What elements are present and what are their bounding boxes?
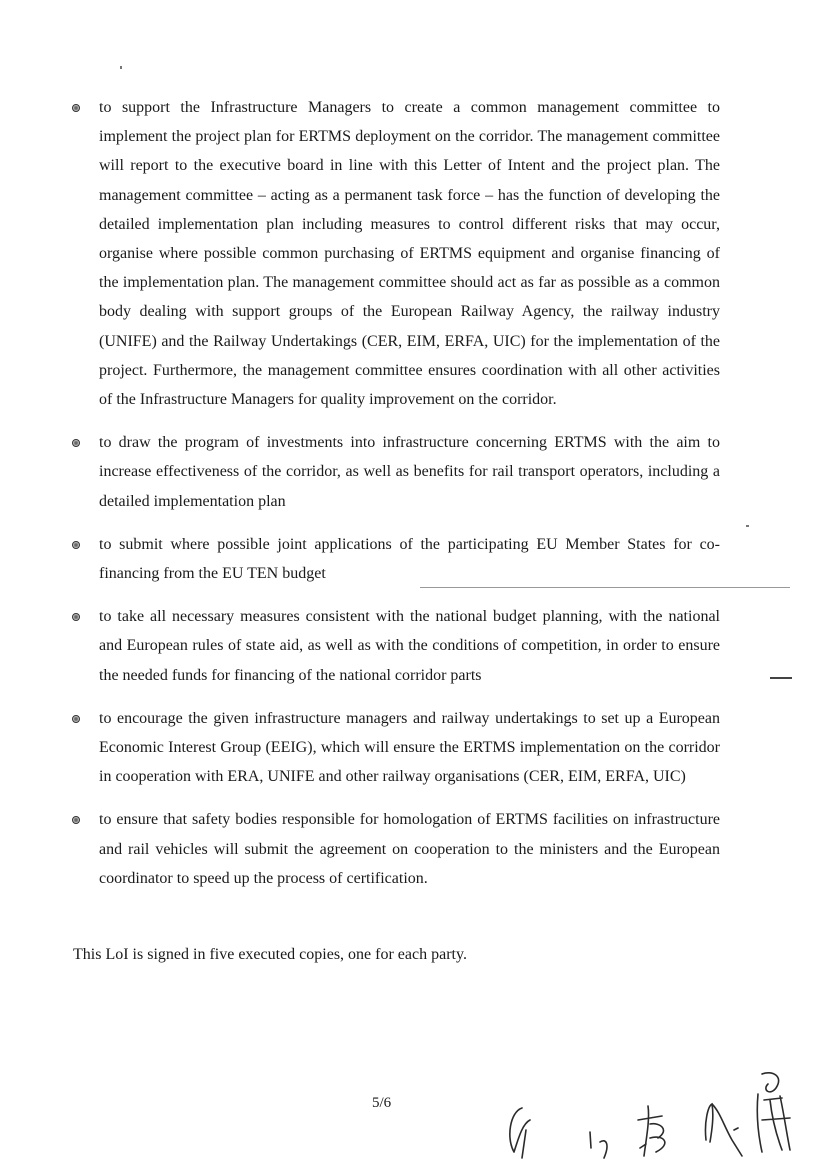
list-item	[70, 602, 720, 690]
bullet-text: to draw the program of investments into infrastructure concerning ERTMS with the aim to increase effectiveness of the corridor, as well as benefits for rail transport operators, including a detailed implementation plan	[99, 434, 720, 510]
bullet-text: to support the Infrastructure Managers to create a common management committee to implement the project plan for ERTMS deployment on the corridor. The management committee will report to the executive board in line with this Letter of Intent and the project plan. The management committee – acting as a permanent task force – has the function of developing the detailed implementation plan including measures to control different risks that may occur, organise where possible common purchasing of ERTMS equipment and organise financing of the implementation plan. The management committee should act as far as possible as a common body dealing with support groups of the European Railway Agency, the railway industry (UNIFE) and the Railway Undertakings (CER, EIM, ERFA, UIC) for the implementation of the project. Furthermore, the management committee ensures coordination with all other activities of the Infrastructure Managers for quality improvement on the corridor.	[99, 99, 720, 409]
closing-statement: This LoI is signed in five executed copies, one for each party.	[73, 946, 467, 963]
bullet-icon	[72, 439, 80, 447]
bullet-icon	[72, 816, 80, 824]
scan-artifact	[420, 587, 790, 588]
list-item	[70, 530, 720, 588]
signatures	[500, 1060, 800, 1160]
list-item	[70, 428, 720, 516]
bullet-icon	[72, 104, 80, 112]
scan-artifact	[746, 525, 749, 527]
list-item	[70, 805, 720, 893]
list-item	[70, 93, 720, 414]
bullet-text: to encourage the given infrastructure managers and railway undertakings to set up a European Economic Interest Group (EEIG), which will ensure the ERTMS implementation on the corridor in cooperation with ERA, UNIFE and other railway organisations (CER, EIM, ERFA, UIC)	[99, 709, 720, 786]
bullet-text: to take all necessary measures consistent with the national budget planning, with the national and European rules of state aid, as well as with the conditions of competition, in order to ensure the needed funds for financing of the national corridor parts	[99, 608, 720, 684]
list-item	[70, 704, 720, 792]
scan-artifact	[120, 66, 122, 69]
bullet-text: to submit where possible joint applications of the participating EU Member States for co-financing from the EU TEN budget	[99, 535, 720, 583]
bullet-text: to ensure that safety bodies responsible for homologation of ERTMS facilities on infrastructure and rail vehicles will submit the agreement on cooperation to the ministers and the European coordinator to speed up the process of certification.	[99, 811, 720, 887]
bullet-icon	[72, 541, 80, 549]
bullet-icon	[72, 613, 80, 621]
commitments-list	[70, 93, 720, 907]
scan-artifact	[770, 677, 792, 679]
page-number: 5/6	[372, 1095, 392, 1111]
bullet-icon	[72, 715, 80, 723]
